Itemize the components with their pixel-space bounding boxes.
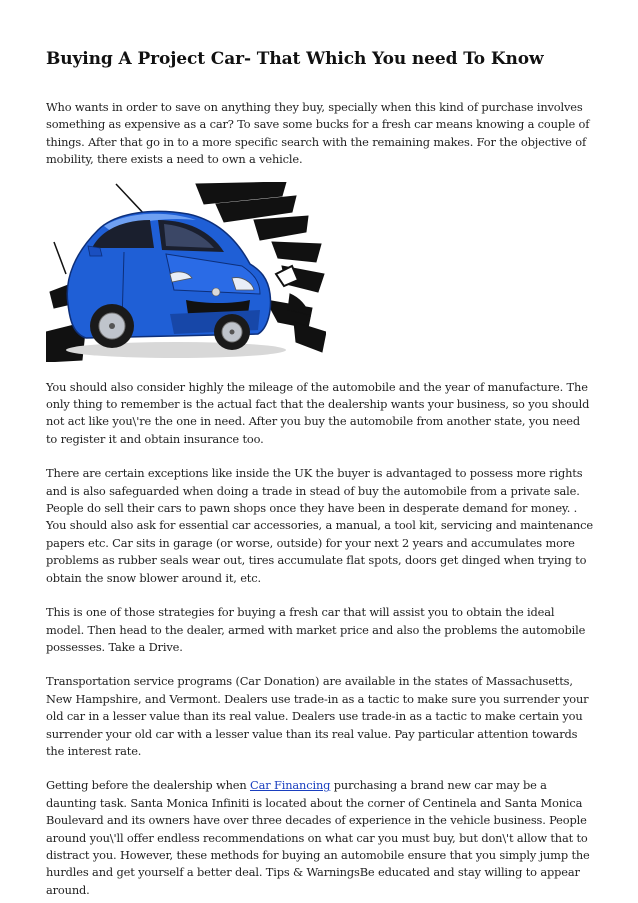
car-illustration (46, 182, 326, 362)
car-financing-link[interactable]: Car Financing (250, 778, 331, 793)
paragraph-dealership (46, 777, 594, 899)
dealership-text-after: purchasing a brand new car may be a daunting task. Santa Monica Infiniti is located about the corner of Centinela and Santa Monica Boulevard and its owners have over three decades of experience in the vehicle business. People around you\'ll offer endless recommendations on what car you must buy, but don\'t allow that to distract you. However, these methods for buying an automobile ensure that you simply jump the hurdles and get yourself a better deal. Tips & WarningsBe educated and stay willing to appear around. (46, 778, 590, 897)
paragraph-strategies: This is one of those strategies for buying a fresh car that will assist you to obtain the ideal model. Then head to the dealer, armed with market price and also the problems the automobile possesses. Take a Drive. (46, 605, 586, 654)
car-shadow (66, 342, 286, 358)
document-page (46, 47, 594, 899)
car-image (46, 182, 326, 362)
paragraph-transportation: Transportation service programs (Car Donation) are available in the states of Massachusetts, New Hampshire, and Vermont. Dealers use trade-in as a tactic to make sure you surrender your old car in a lesser value than its real value. Dealers use trade-in as a tactic to make certain you surrender your old car with a lesser value than its real value. Pay particular attention towards the interest rate. (46, 674, 589, 758)
document-title: Buying A Project Car- That Which You need To Know (46, 49, 544, 69)
dealership-text-before: Getting before the dealership when (46, 778, 250, 793)
paragraph-exceptions: There are certain exceptions like inside the UK the buyer is advantaged to possess more rights and is also safeguarded when doing a trade in stead of buy the automobile from a private sale. People do sell their cars to pawn shops once they have been in desperate demand for money. . You should also ask for essential car accessories, a manual, a tool kit, servicing and maintenance papers etc. Car sits in garage (or worse, outside) for your next 2 years and accumulates more problems as rubber seals wear out, tires accumulate flat spots, doors get dinged when trying to obtain the snow blower around it, etc. (46, 466, 593, 585)
paragraph-mileage: You should also consider highly the mileage of the automobile and the year of manufacture. The only thing to remember is the actual fact that the dealership wants your business, so you should not act like you\'re the one in need. After you buy the automobile from another state, you need to register it and obtain insurance too. (46, 379, 590, 446)
paragraph-intro: Who wants in order to save on anything they buy, specially when this kind of purchase involves something as expensive as a car? To save some bucks for a fresh car means knowing a couple of things. After that go in to a more specific search with the remaining makes. For the objective of mobility, there exists a need to own a vehicle. (46, 100, 590, 167)
